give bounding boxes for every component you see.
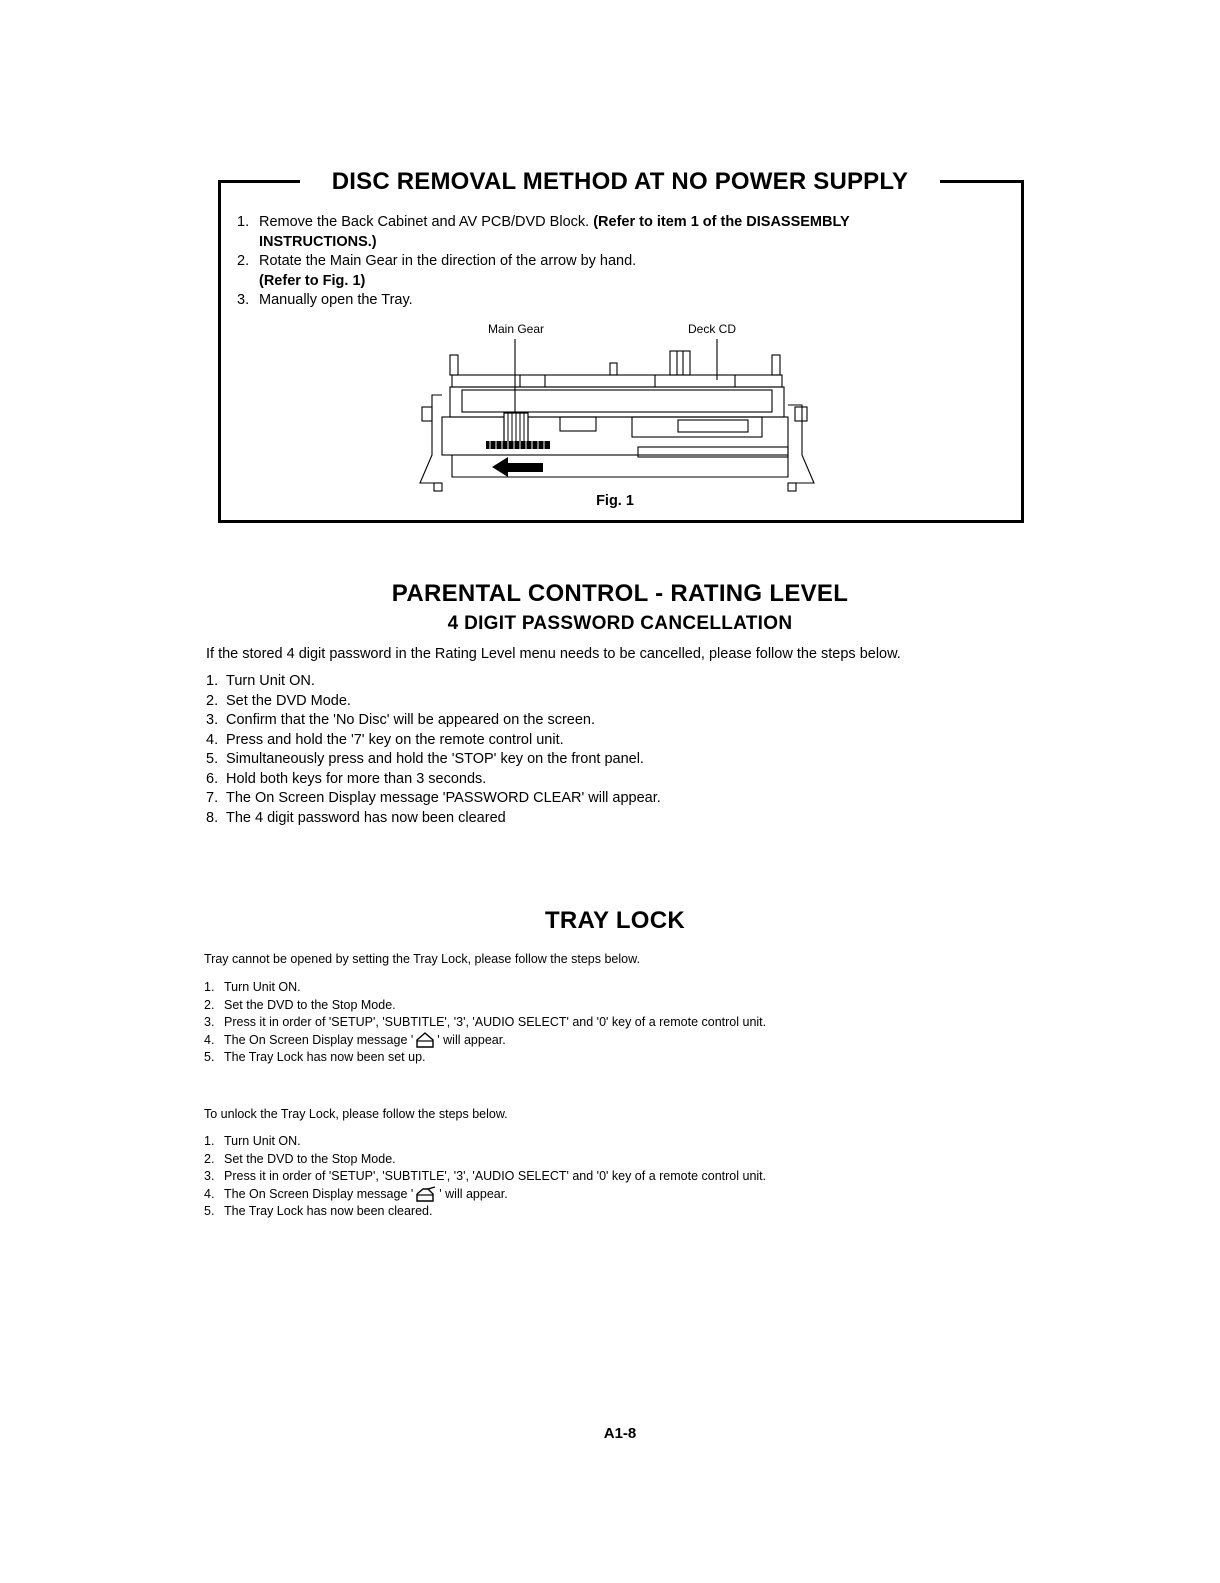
list-item: 1. Turn Unit ON. [206, 673, 315, 689]
rotation-arrow-icon [492, 457, 543, 477]
page-number: A1-8 [603, 1425, 637, 1442]
label-deck-cd: Deck CD [688, 322, 737, 336]
list-item: 7. The On Screen Display message 'PASSWORD CLEAR' will appear. [206, 790, 661, 806]
disc-removal-title: DISC REMOVAL METHOD AT NO POWER SUPPLY [300, 166, 940, 198]
disc-removal-steps [237, 213, 1007, 311]
tray-unlock-intro: To unlock the Tray Lock, please follow the steps below. [204, 1107, 508, 1121]
parental-steps [206, 672, 1006, 828]
list-item: 3. Press it in order of 'SETUP', 'SUBTITLE', '3', 'AUDIO SELECT' and '0' key of a remote control unit. [204, 1169, 767, 1183]
list-item: 4. Press and hold the '7' key on the remote control unit. [206, 731, 564, 748]
parental-control-title: PARENTAL CONTROL - RATING LEVEL [391, 580, 849, 607]
list-item: 3. Confirm that the 'No Disc' will be appeared on the screen. [206, 712, 596, 728]
main-gear-icon [486, 413, 550, 449]
tray-unlock-steps [204, 1133, 1054, 1221]
list-item: 2. Set the DVD Mode. [206, 692, 351, 709]
list-item: 1. Remove the Back Cabinet and AV PCB/DVD Block. (Refer to item 1 of the DISASSEMBLY INSTRUCTIONS.) [237, 214, 850, 250]
parental-control-subtitle: 4 DIGIT PASSWORD CANCELLATION [447, 613, 793, 634]
list-item: 6. Hold both keys for more than 3 seconds. [206, 770, 487, 787]
list-item: 3. Manually open the Tray. [237, 292, 413, 308]
locked-tray-icon [415, 1032, 435, 1048]
list-item: 2. Set the DVD to the Stop Mode. [204, 997, 396, 1012]
tray-lock-steps [204, 979, 1054, 1067]
list-item: 2. Rotate the Main Gear in the direction of the arrow by hand. (Refer to Fig. 1) [237, 253, 637, 289]
tray-lock-intro: Tray cannot be opened by setting the Tray Lock, please follow the steps below. [204, 952, 640, 966]
parental-intro: If the stored 4 digit password in the Rating Level menu needs to be cancelled, please follow the steps below. [206, 646, 901, 662]
unlocked-tray-icon [415, 1186, 437, 1202]
list-item: 5. Simultaneously press and hold the 'STOP' key on the front panel. [206, 751, 644, 767]
list-item: 4. The On Screen Display message ' ' will appear. [204, 1032, 506, 1047]
list-item: 1. Turn Unit ON. [204, 1134, 301, 1148]
figure-caption: Fig. 1 [596, 493, 634, 509]
label-main-gear: Main Gear [488, 322, 545, 336]
list-item: 1. Turn Unit ON. [204, 980, 301, 994]
deck-mechanism-figure [410, 335, 830, 495]
tray-lock-title: TRAY LOCK [544, 907, 686, 934]
list-item: 3. Press it in order of 'SETUP', 'SUBTITLE', '3', 'AUDIO SELECT' and '0' key of a remote control unit. [204, 1015, 767, 1029]
list-item: 4. The On Screen Display message ' ' will appear. [204, 1186, 508, 1201]
list-item: 5. The Tray Lock has now been cleared. [204, 1204, 433, 1218]
list-item: 5. The Tray Lock has now been set up. [204, 1050, 426, 1064]
list-item: 8. The 4 digit password has now been cleared [206, 809, 506, 826]
list-item: 2. Set the DVD to the Stop Mode. [204, 1151, 396, 1166]
